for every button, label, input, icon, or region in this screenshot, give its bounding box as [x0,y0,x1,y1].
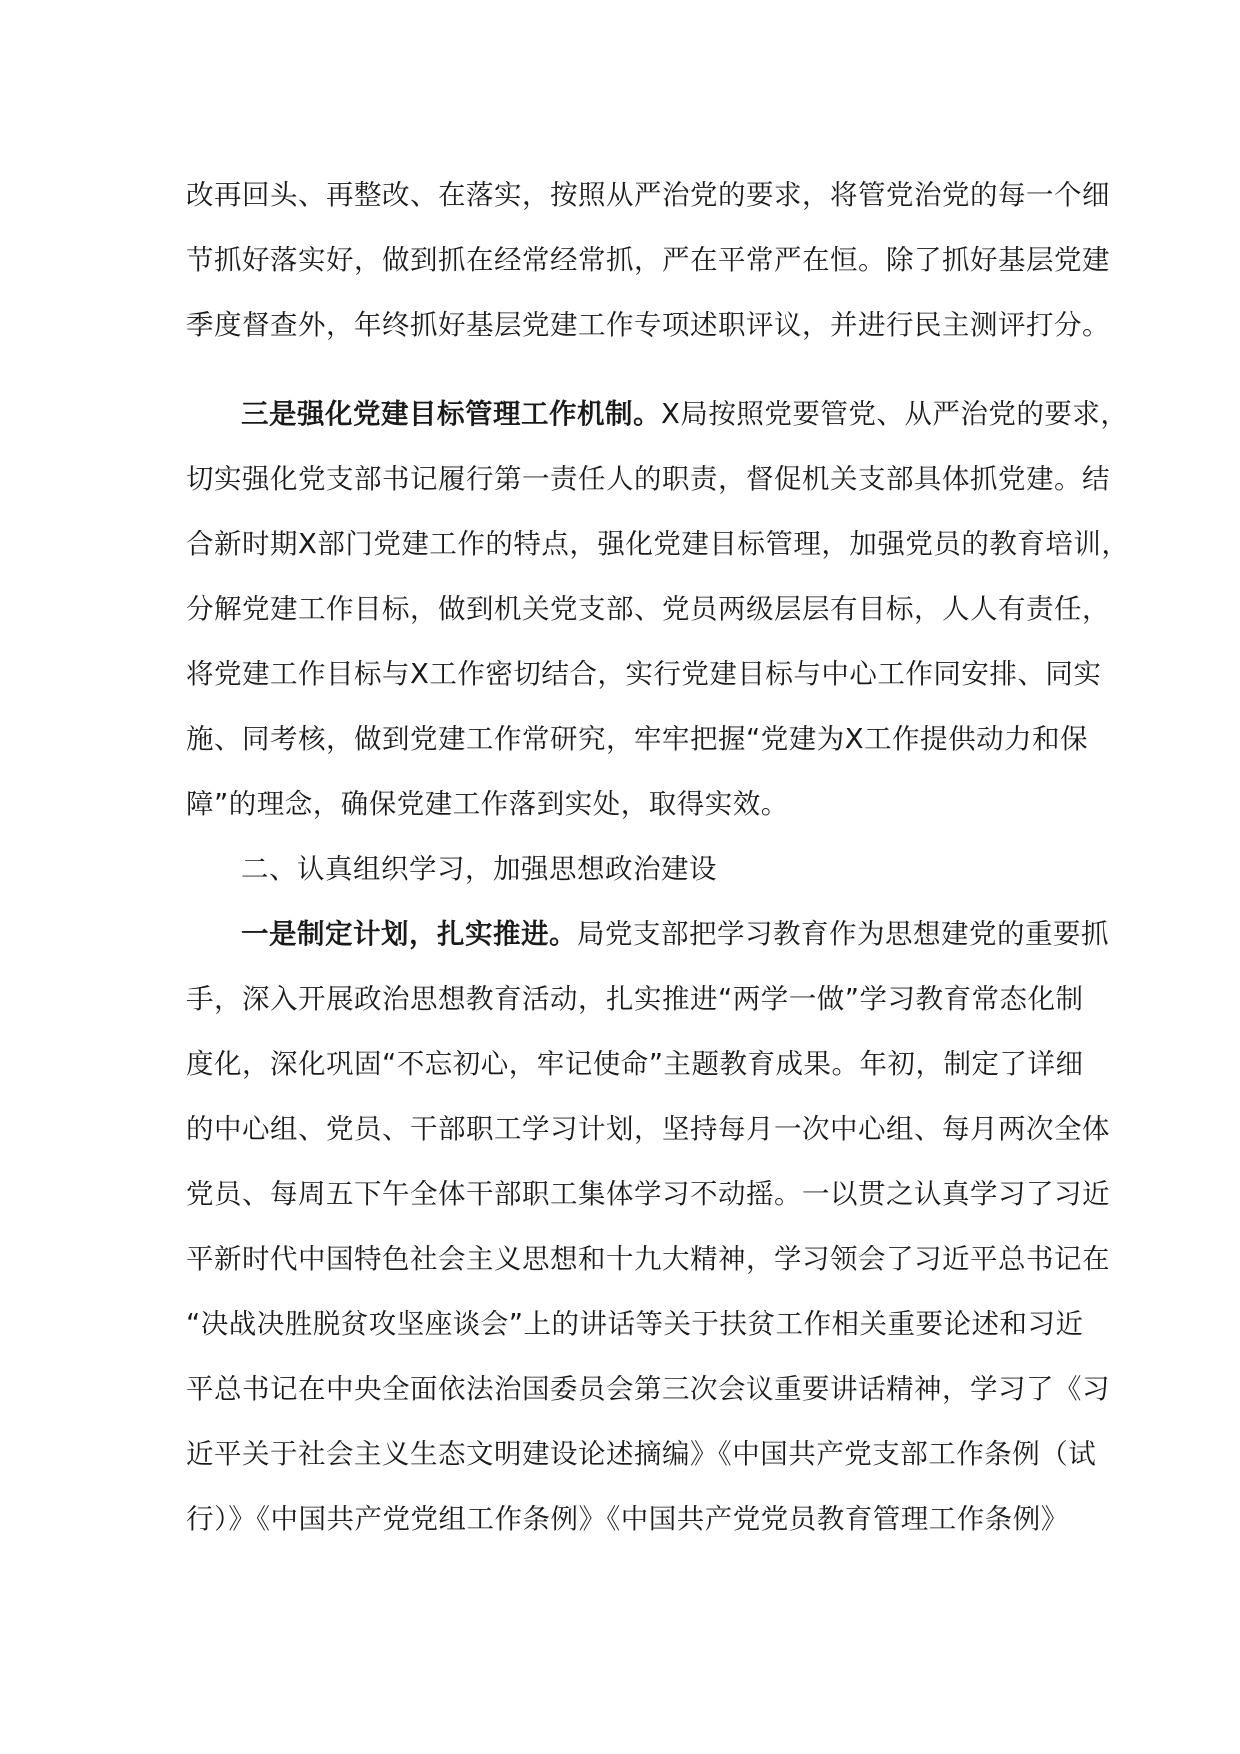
paragraph-3 [186,902,1110,1552]
text-line: 分解党建工作目标，做到机关党支部、党员两级层层有目标，人人有责任， [186,593,1110,625]
text-line: 季度督查外，年终抓好基层党建工作专项述职评议，并进行民主测评打分。 [186,309,1110,341]
text-line [186,902,1109,967]
text-line: 行）》《中国共产党党组工作条例》《中国共产党党员教育管理工作条例》 [186,1503,1069,1535]
paragraph-heading: 三是强化党建目标管理工作机制。 [241,398,661,430]
text-line: 的中心组、党员、干部职工学习计划，坚持每月一次中心组、每月两次全体 [186,1113,1110,1145]
text-line: 平新时代中国特色社会主义思想和十九大精神，学习领会了习近平总书记在 [186,1243,1110,1275]
section-2 [186,837,1086,902]
text-line: 切实强化党支部书记履行第一责任人的职责，督促机关支部具体抓党建。结 [186,463,1110,495]
paragraph-heading: 一是制定计划，扎实推进。 [241,918,577,950]
text-line: 近平关于社会主义生态文明建设论述摘编》《中国共产党支部工作条例（试 [186,1438,1097,1470]
text-line: 平总书记在中央全面依法治国委员会第三次会议重要讲话精神，学习了《习 [186,1373,1110,1405]
text-line: 改再回头、再整改、在落实，按照从严治党的要求，将管党治党的每一个细 [186,179,1110,211]
text-line: 将党建工作目标与X工作密切结合，实行党建目标与中心工作同安排、同实 [186,658,1102,690]
text-run: X局按照党要管党、从严治党的要求， [661,398,1129,430]
text-line: 党员、每周五下午全体干部职工集体学习不动摇。一以贯之认真学习了习近 [186,1178,1110,1210]
document-body [186,163,1130,1552]
text-run: 局党支部把学习教育作为思想建党的重要抓 [577,918,1109,950]
text-line: 节抓好落实好，做到抓在经常经常抓，严在平常严在恒。除了抓好基层党建 [186,244,1110,276]
text-line: “决战决胜脱贫攻坚座谈会”上的讲话等关于扶贫工作相关重要论述和习近 [186,1308,1084,1340]
text-line: 度化，深化巩固“不忘初心，牢记使命”主题教育成果。年初，制定了详细 [186,1048,1084,1080]
text-line: 施、同考核，做到党建工作常研究，牢牢把握“党建为X工作提供动力和保 [186,723,1089,755]
text-line [186,382,1129,447]
paragraph-1 [186,163,1110,358]
paragraph-2 [186,382,1130,837]
text-line: 手，深入开展政治思想教育活动，扎实推进“两学一做”学习教育常态化制 [186,983,1084,1015]
text-line: 障”的理念，确保党建工作落到实处，取得实效。 [186,788,789,820]
section-heading: 二、认真组织学习，加强思想政治建设 [241,853,717,885]
text-line: 合新时期X部门党建工作的特点，强化党建目标管理，加强党员的教育培训， [186,528,1130,560]
